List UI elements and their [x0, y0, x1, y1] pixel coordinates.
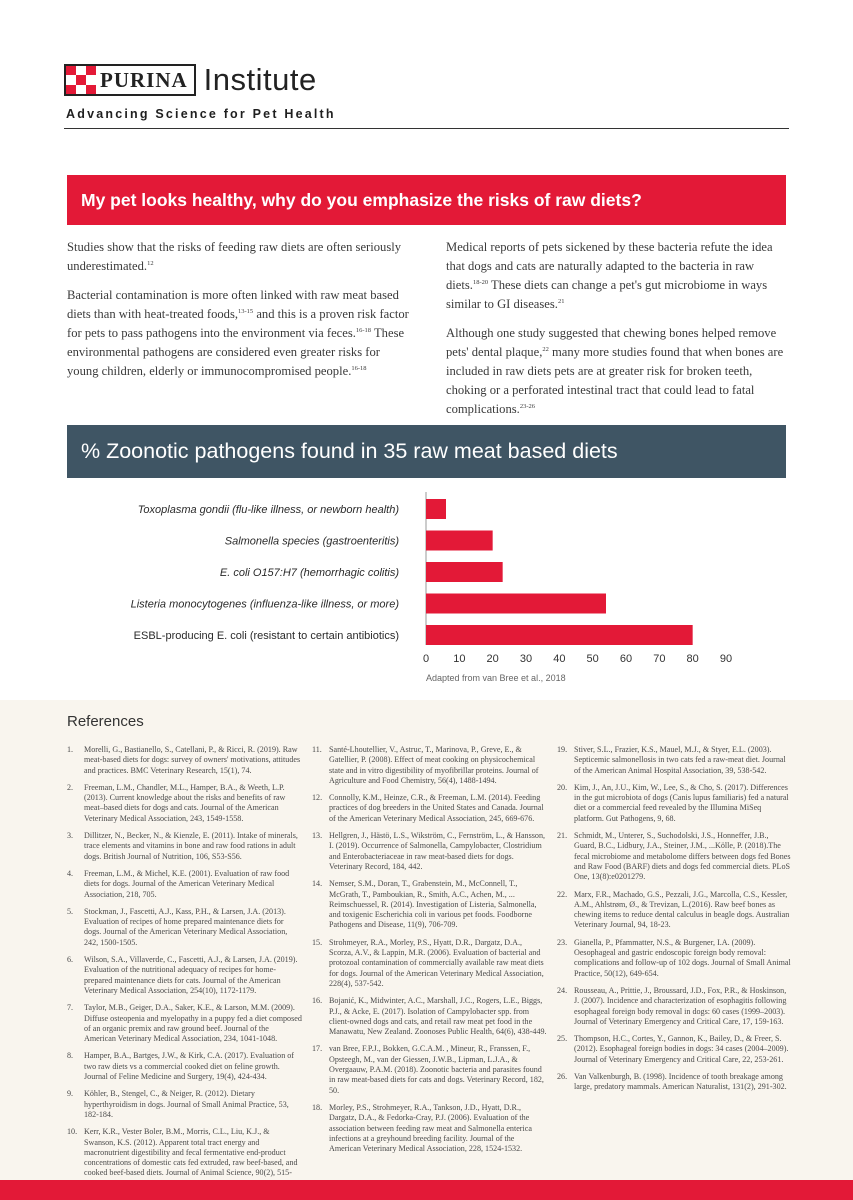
reference-number: 20. [557, 782, 568, 792]
x-tick-label: 40 [553, 653, 566, 665]
reference-number: 14. [312, 879, 323, 889]
reference-text: Freeman, L.M., & Michel, K.E. (2001). Evaluation of raw food diets for dogs. Journal of the American Veterinary Medical Association, 218, 705. [84, 868, 290, 899]
reference-item [67, 1003, 302, 1044]
reference-number: 22. [557, 889, 568, 899]
references-column-3 [557, 745, 792, 1100]
reference-number: 19. [557, 745, 568, 754]
reference-item [557, 938, 792, 979]
reference-number: 5. [67, 906, 74, 916]
reference-number: 2. [67, 782, 74, 792]
reference-number: 6. [67, 955, 74, 965]
reference-item [557, 783, 792, 824]
paragraph-text: Medical reports of pets sickened by these bacteria refute the idea that dogs and cats are naturally adapted to the bacteria in raw diets. [446, 240, 773, 292]
reference-number: 1. [67, 745, 74, 754]
reference-item [312, 831, 547, 872]
reference-number: 15. [312, 937, 323, 947]
paragraph [67, 286, 410, 381]
reference-number: 3. [67, 831, 74, 841]
paragraph-text: Although one study suggested that chewing bones helped remove pets' dental plaque, [446, 326, 777, 359]
category-label: ESBL-producing E. coli (resistant to certain antibiotics) [133, 630, 399, 642]
reference-item [67, 907, 302, 948]
reference-item [67, 869, 302, 900]
references-column-2 [312, 745, 547, 1161]
category-label: Listeria monocytogenes (influenza-like illness, or more) [130, 598, 399, 611]
footer-bar [0, 1180, 853, 1200]
reference-text: Nemser, S.M., Doran, T., Grabenstein, M., McConnell, T., McGrath, T., Pamboukian, R., Smith, A.C., Achen, M., ... Reimschuessel, R. (2014). Investigation of Listeria, Salmonella, and toxigenic Escherichia coli in various pet foods. Foodborne Pathogens and Disease, 11(9), 706-709. [329, 879, 537, 930]
reference-number: 25. [557, 1034, 568, 1044]
paragraph-text: and this is a proven risk factor for pets to pass pathogens into the environment via feces. [67, 307, 409, 340]
paragraph-text: Bacterial contamination is more often linked with raw meat based diets than with heat-treated foods, [67, 288, 399, 321]
reference-text: Morelli, G., Bastianello, S., Catellani, P., & Ricci, R. (2019). Raw meat-based diets for dogs: survey of owners' motivations, attitudes and practices. BMC Veterinary Research, 15(1), 74. [84, 745, 301, 775]
reference-text: Taylor, M.B., Geiger, D.A., Saker, K.E., & Larson, M.M. (2009). Diffuse osteopenia and myelopathy in a puppy fed a diet composed of an organic premix and raw ground beef. Journal of the American Veterinary Medical Association, 234, 1041-1048. [84, 1003, 302, 1044]
reference-item [312, 879, 547, 930]
reference-number: 9. [67, 1089, 74, 1099]
reference-text: Freeman, L.M., Chandler, M.L., Hamper, B.A., & Weeth, L.P. (2013). Current knowledge about the risks and benefits of raw meat–based diets for dogs and cats. Journal of the American Veterinary Medical Association, 243, 1549-1558. [84, 782, 286, 823]
reference-number: 11. [312, 745, 322, 754]
citation: 22 [542, 345, 549, 353]
reference-number: 8. [67, 1051, 74, 1061]
reference-item [557, 890, 792, 931]
pathogen-bar-chart [0, 488, 853, 693]
citation: 18-20 [472, 278, 489, 286]
reference-number: 10. [67, 1127, 78, 1137]
reference-number: 13. [312, 831, 323, 841]
reference-item [67, 745, 302, 776]
bar [426, 562, 503, 582]
reference-text: Van Valkenburgh, B. (1998). Incidence of tooth breakage among large, predatory mammals. American Naturalist, 131(2), 291-302. [574, 1072, 787, 1092]
institute-name: Institute [203, 62, 317, 97]
chart-title-banner [67, 425, 786, 478]
reference-item [312, 1103, 547, 1154]
reference-number: 12. [312, 793, 323, 803]
reference-text: Thompson, H.C., Cortes, Y., Gannon, K., Bailey, D., & Freer, S. (2012). Esophageal foreign bodies in dogs: 34 cases (2004–2009). Journal of Veterinary Emergency and Critical Care, 22, 253-261. [574, 1034, 789, 1064]
category-label: Salmonella species (gastroenteritis) [224, 535, 399, 548]
reference-number: 21. [557, 831, 568, 841]
bar [426, 531, 493, 551]
header-divider [64, 128, 789, 129]
reference-text: Marx, F.R., Machado, G.S., Pezzali, J.G., Marcolla, C.S., Kessler, A.M., Ahlstrøm, Ø., & Trevizan, L.(2016). Raw beef bones as chewing items to reduce dental calculus in beagle dogs. Australian Veterinary Journal, 94, 18-23. [574, 889, 790, 930]
reference-number: 16. [312, 996, 323, 1006]
reference-item [312, 1044, 547, 1095]
reference-text: Strohmeyer, R.A., Morley, P.S., Hyatt, D.R., Dargatz, D.A., Scorza, A.V., & Lappin, M.R. (2006). Evaluation of bacterial and protozoal contamination of commercially available raw meat diets for dogs. Journal of the American Veterinary Medical Association, 228(4), 537-542. [329, 937, 544, 988]
checkerboard-icon [66, 66, 96, 94]
reference-text: Kim, J., An, J.U., Kim, W., Lee, S., & Cho, S. (2017). Differences in the gut microbiota of dogs (Canis lupus familiaris) fed a natural diet or a commercial feed revealed by the Illumina MiSeq platform. Gut Pathogens, 9, 68. [574, 782, 789, 823]
citation: 23-26 [519, 402, 535, 410]
reference-item [312, 938, 547, 989]
reference-text: van Bree, F.P.J., Bokken, G.C.A.M. , Mineur, R., Franssen, F., Opsteegh, M., van der Giessen, J.W.B., Lipman, L.J.A., & Overgaauw, P.A.M. (2018). Zoonotic bacteria and parasites found in raw meat-based diets for cats and dogs. Veterinary Record, 182, 50. [329, 1044, 544, 1095]
left-text-column [67, 238, 410, 391]
x-tick-label: 30 [519, 653, 533, 665]
reference-text: Köhler, B., Stengel, C., & Neiger, R. (2012). Dietary hyperthyroidism in dogs. Journal of Small Animal Practice, 53, 182-184. [84, 1089, 289, 1119]
bar [426, 625, 693, 645]
x-tick-label: 90 [719, 653, 733, 665]
x-tick-label: 10 [453, 653, 466, 665]
purina-institute-logo [64, 63, 317, 97]
question-title: My pet looks healthy, why do you emphasize the risks of raw diets? [81, 189, 642, 210]
purina-logo-box [64, 64, 196, 96]
reference-item [557, 745, 792, 776]
reference-text: Gianella, P., Pfammatter, N.S., & Burgener, I.A. (2009). Oesophageal and gastric endoscopic foreign body removal: complications and follow-up of 102 dogs. Journal of Small Animal Practice, 50(12), 649-654. [574, 937, 791, 978]
references-title: References [67, 713, 144, 730]
reference-item [557, 1072, 792, 1093]
paragraph-text: many more studies found that when bones are included in raw diets pets are at greater risk for broken teeth, choking or a perforated intestinal tract that could lead to fatal complications. [446, 345, 784, 416]
reference-item [67, 831, 302, 862]
reference-number: 18. [312, 1102, 323, 1112]
reference-number: 23. [557, 937, 568, 947]
reference-text: Morley, P.S., Strohmeyer, R.A., Tankson, J.D., Hyatt, D.R., Dargatz, D.A., & Fedorka-Cray, P.J. (2006). Evaluation of the association between feeding raw meat and Salmonella enterica infections at a greyhound breeding facility. Journal of the American Veterinary Medical Association, 228, 1524-1532. [329, 1102, 532, 1154]
reference-text: Santé-Lhoutellier, V., Astruc, T., Marinova, P., Greve, E., & Gatellier, P. (2008). Effect of meat cooking on physicochemical state and in vitro digestibility of myofibrillar proteins. Journal of Agriculture and Food Chemistry, 56(4), 1488-1494. [329, 745, 539, 785]
reference-number: 26. [557, 1072, 568, 1082]
paragraph [446, 324, 789, 419]
reference-number: 17. [312, 1044, 323, 1054]
references-column-1 [67, 745, 302, 1196]
reference-text: Stiver, S.L., Frazier, K.S., Mauel, M.J., & Styer, E.L. (2003). Septicemic salmonellosis in two cats fed a raw-meat diet. Journal of the American Animal Hospital Association, 39, 538-542. [574, 745, 786, 775]
x-tick-label: 0 [422, 653, 430, 665]
paragraph-text: These environmental pathogens are considered even greater risks for young children, elderly or immunocompromised people. [67, 326, 405, 378]
reference-item [557, 831, 792, 882]
paragraph [67, 238, 410, 276]
reference-text: Schmidt, M., Unterer, S., Suchodolski, J.S., Honneffer, J.B., Guard, B.C., Lidbury, J.A., Steiner, J.M., ...Kölle, P. (2018).The fecal microbiome and metabolome differs between dogs fed Bones and Raw Food (BARF) diets and dogs fed commercial diets. PLoS One, 13(8):e0201279. [574, 831, 791, 882]
reference-number: 7. [67, 1003, 74, 1013]
reference-item [312, 793, 547, 824]
category-label: Toxoplasma gondii (flu-like illness, or newborn health) [137, 504, 399, 516]
chart-title: % Zoonotic pathogens found in 35 raw meat based diets [81, 439, 618, 463]
source-note: Adapted from van Bree et al., 2018 [426, 673, 566, 683]
reference-text: Hellgren, J., Hästö, L.S., Wikström, C., Fernström, L., & Hansson, I. (2019). Occurrence of Salmonella, Campylobacter, Clostridium and Enterobacteriaceae in raw meat-based diets for dogs. Veterinary Record, 184, 442. [329, 831, 546, 871]
reference-number: 24. [557, 985, 568, 995]
x-tick-label: 60 [619, 653, 633, 665]
citation: 12 [147, 259, 154, 267]
paragraph-text: These diets can change a pet's gut microbiome in ways similar to GI diseases. [446, 278, 768, 311]
reference-text: Bojanić, K., Midwinter, A.C., Marshall, J.C., Rogers, L.E., Biggs, P.J., & Acke, E. (2017). Isolation of Campylobacter spp. from client-owned dogs and cats, and retail raw meat pet food in the Manawatu, New Zealand. Zoonoses Public Health, 64(6), 438-449. [329, 996, 547, 1037]
paragraph-text: Studies show that the risks of feeding raw diets are often seriously underestimated. [67, 240, 402, 273]
x-tick-label: 80 [686, 653, 699, 665]
reference-text: Wilson, S.A., Villaverde, C., Fascetti, A.J., & Larsen, J.A. (2019). Evaluation of the nutritional adequacy of recipes for home-prepared maintenance diets for cats. Journal of the American Veterinary Medical Association, 254(10), 1172-1179. [84, 955, 298, 995]
tagline: Advancing Science for Pet Health [66, 107, 336, 121]
reference-item [312, 996, 547, 1037]
reference-text: Kerr, K.R., Vester Boler, B.M., Morris, C.L., Liu, K.J., & Swanson, K.S. (2012). Apparent total tract energy and macronutrient digestibility and fecal fermentative end-product concentrations of domestic cats fed extruded, raw beef-based, and cooked beef-based diets. Journal of Animal Science, 90(2), 515- [84, 1127, 298, 1178]
question-banner [67, 175, 786, 225]
citation: 21 [557, 297, 565, 305]
reference-item [67, 1051, 302, 1082]
paragraph [446, 238, 789, 314]
x-tick-label: 70 [653, 653, 666, 665]
reference-text: Dillitzer, N., Becker, N., & Kienzle, E. (2011). Intake of minerals, trace elements and vitamins in bone and raw food rations in adult dogs. British Journal of Nutrition, 106, S53-S56. [84, 831, 298, 861]
reference-item [557, 1034, 792, 1065]
reference-text: Connolly, K.M., Heinze, C.R., & Freeman, L.M. (2014). Feeding practices of dog breeders in the United States and Canada. Journal of the American Veterinary Medical Association, 245, 669-676. [329, 793, 544, 823]
bar [426, 499, 446, 519]
brand-name: PURINA [100, 67, 188, 92]
reference-item [312, 745, 547, 786]
reference-item [67, 955, 302, 996]
reference-item [67, 1089, 302, 1120]
reference-number: 4. [67, 868, 74, 878]
reference-item [557, 986, 792, 1027]
bar [426, 594, 606, 614]
x-tick-label: 50 [586, 653, 599, 665]
reference-text: Rousseau, A., Prittie, J., Broussard, J.D., Fox, P.R., & Hoskinson, J. (2007). Incidence and characterization of esophagitis following esophageal foreign body removal in dogs: 60 cases (1999–2003). Journal of Veterinary Emergency and Critical Care, 17, 159-163. [574, 985, 787, 1026]
reference-text: Stockman, J., Fascetti, A.J., Kass, P.H., & Larsen, J.A. (2013). Evaluation of recipes of home prepared maintenance diets for dogs. Journal of the American Veterinary Medical Association, 242, 1500-1505. [84, 906, 288, 947]
right-text-column [446, 238, 789, 429]
reference-item [67, 783, 302, 824]
reference-text: Hamper, B.A., Bartges, J.W., & Kirk, C.A. (2017). Evaluation of two raw diets vs a commercial cooked diet on feline growth. Journal of Feline Medicine and Surgery, 19(4), 424-434. [84, 1051, 295, 1082]
x-tick-label: 20 [486, 653, 499, 665]
citation: 16-18 [355, 326, 372, 334]
citation: 16-18 [351, 364, 367, 372]
citation: 13-15 [238, 307, 254, 315]
category-label: E. coli O157:H7 (hemorrhagic colitis) [219, 567, 399, 579]
